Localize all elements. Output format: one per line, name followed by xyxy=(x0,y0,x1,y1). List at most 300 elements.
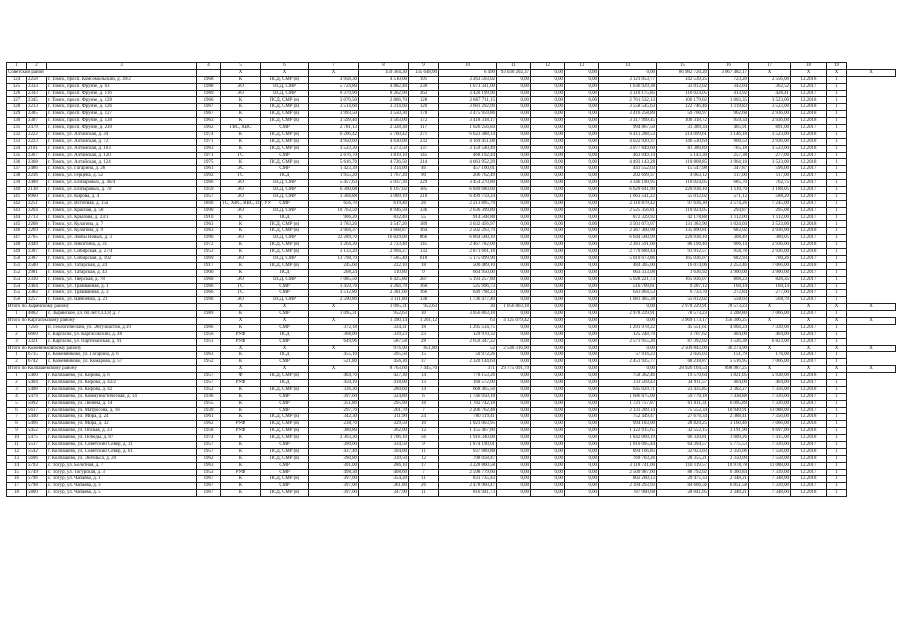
table-cell: ПСД, СМР (в) xyxy=(261,262,309,269)
table-cell: РУФ xyxy=(221,428,261,435)
table-cell: 12.2017 xyxy=(791,180,827,187)
table-cell: 2 356,06 xyxy=(709,448,749,455)
table-cell: 12.2017 xyxy=(791,311,827,318)
table-cell: X xyxy=(749,345,791,352)
table-cell: 0,00 xyxy=(497,173,531,180)
table-cell: СМР xyxy=(261,166,309,173)
table-cell: 362,52 xyxy=(749,83,791,90)
table-cell: 0,00 xyxy=(531,221,565,228)
table-cell: СМР xyxy=(261,324,309,331)
table-cell: 0,00 xyxy=(565,69,599,76)
table-row xyxy=(7,476,896,483)
table-cell: 120 xyxy=(409,104,439,111)
table-cell: 6 360,84 xyxy=(709,469,749,476)
table-cell: 133 xyxy=(7,138,27,145)
table-cell: 1990 xyxy=(197,207,221,214)
table-cell: г. Томск, ул. Трамвайная, д. 3 xyxy=(47,290,197,297)
table-cell: 26 xyxy=(409,200,439,207)
table-cell: 3 159 540,49 xyxy=(439,145,497,152)
table-cell: 1 146,18 xyxy=(709,131,749,138)
table-cell: 2343 xyxy=(27,90,47,97)
table-cell: ПСД, СМР xyxy=(261,180,309,187)
table-cell: 295,08 xyxy=(749,207,791,214)
table-cell: ПСД, СМР (в) xyxy=(261,490,309,497)
table-cell: 0,00 xyxy=(497,490,531,497)
table-row xyxy=(7,159,896,166)
table-cell: ПСД, СМР xyxy=(261,207,309,214)
table-cell: 11 088,00 xyxy=(749,462,791,469)
table-cell: 24 xyxy=(409,414,439,421)
table-cell: 28 041,05 xyxy=(657,490,709,497)
table-cell: СМР xyxy=(261,200,309,207)
table-cell: СМР xyxy=(261,400,309,407)
table-cell: 994 867,50 xyxy=(599,125,657,132)
table-cell: 2464 xyxy=(27,283,47,290)
table-cell: 125 248,70 xyxy=(599,331,657,338)
table-cell: ПСД, СМР xyxy=(261,193,309,200)
table-cell: 0,00 xyxy=(565,118,599,125)
table-cell: ГС xyxy=(221,152,261,159)
table-row xyxy=(7,249,896,256)
table-cell: 1 119,83 xyxy=(709,104,749,111)
table-cell: 1 xyxy=(827,283,847,290)
table-cell: 3 416 258,89 xyxy=(599,111,657,118)
table-cell: 136 xyxy=(7,159,27,166)
table-row xyxy=(7,173,896,180)
table-cell: 12.2018 xyxy=(791,104,827,111)
column-number-cell: 14 xyxy=(599,63,657,70)
column-number-cell: 4 xyxy=(197,63,221,70)
table-cell: 0,00 xyxy=(531,345,565,352)
table-cell: 3 574,26 xyxy=(709,200,749,207)
table-cell: 1963 xyxy=(197,221,221,228)
table-cell: 30 xyxy=(439,304,497,311)
table-cell: с. Кожевниково, ул. Гагарина, д. 6 xyxy=(47,352,197,359)
table-cell: 106 179,02 xyxy=(657,97,709,104)
table-cell: 149 xyxy=(7,249,27,256)
table-cell: 958,78 xyxy=(709,249,749,256)
table-cell: 1 023 003,95 xyxy=(439,421,497,428)
table-cell: 0,00 xyxy=(497,448,531,455)
table-row xyxy=(7,207,896,214)
table-cell: 0,00 xyxy=(531,448,565,455)
table-cell: 1 110,70 xyxy=(709,187,749,194)
table-cell: РУФ xyxy=(221,331,261,338)
table-cell: г. Томск, ул. Елизаровых, д. 70 xyxy=(47,187,197,194)
table-cell: 2 206 762,48 xyxy=(439,407,497,414)
table-cell: 3 523,00 xyxy=(749,97,791,104)
table-cell: 7 356,00 xyxy=(749,386,791,393)
table-cell: 5400 xyxy=(27,373,47,380)
table-cell: 0,00 xyxy=(531,400,565,407)
table-cell: 2 509 842,00 xyxy=(657,345,709,352)
table-row xyxy=(7,145,896,152)
table-row xyxy=(7,400,896,407)
table-cell: 0,00 xyxy=(531,104,565,111)
table-cell: 1 xyxy=(827,166,847,173)
table-cell: 0,00 xyxy=(599,304,657,311)
table-cell: 97 636,30 xyxy=(657,200,709,207)
table-cell: 17 xyxy=(409,462,439,469)
table-cell: X xyxy=(791,317,827,324)
table-cell: 68 218,87 xyxy=(657,359,709,366)
table-cell: 0,00 xyxy=(497,455,531,462)
table-cell: 7 558,00 xyxy=(749,455,791,462)
table-cell: 4 958,30 xyxy=(309,76,359,83)
table-cell: 1 026 256,84 xyxy=(439,125,497,132)
table-row xyxy=(7,269,896,276)
table-cell: 0,00 xyxy=(565,476,599,483)
table-cell: 189 xyxy=(409,221,439,228)
table-cell: 664 950,00 xyxy=(439,269,497,276)
table-cell: 450,10 xyxy=(309,379,359,386)
table-cell: 165 036,07 xyxy=(657,276,709,283)
table-cell: 117 xyxy=(409,125,439,132)
table-cell: X xyxy=(749,366,791,373)
table-cell: г. Томск, просп. Фрунзе, д. 127 xyxy=(47,111,197,118)
table-cell: 90 xyxy=(409,173,439,180)
table-cell: ПСД, СМР xyxy=(261,255,309,262)
table-cell: 4 125 079,42 xyxy=(497,317,531,324)
table-cell: 2258 xyxy=(27,76,47,83)
table-cell: 12.2017 xyxy=(791,83,827,90)
table-cell: г. Томск, ул. Татарская, д. 24 xyxy=(47,262,197,269)
table-cell: К xyxy=(221,249,261,256)
table-cell: 0,00 xyxy=(531,407,565,414)
table-cell: К xyxy=(221,269,261,276)
table-cell: 12.2017 xyxy=(791,331,827,338)
table-cell: 12.2017 xyxy=(791,90,827,97)
table-cell: 0,00 xyxy=(497,476,531,483)
table-cell: 0,00 xyxy=(497,297,531,304)
table-cell: СМР xyxy=(261,125,309,132)
table-cell: 12.2018 xyxy=(791,111,827,118)
table-cell: 137 xyxy=(7,166,27,173)
table-cell: 587,58 xyxy=(359,338,409,345)
table-cell: 164 xyxy=(409,228,439,235)
table-cell: 12.2018 xyxy=(791,373,827,380)
table-cell: 798 058,47 xyxy=(439,455,497,462)
table-cell: 12.2017 xyxy=(791,359,827,366)
table-cell: 0,00 xyxy=(565,187,599,194)
table-cell: 2 394 293,93 xyxy=(599,483,657,490)
table-cell: 287 xyxy=(409,276,439,283)
table-cell: ТС, ХВС, ВВС, ПУ, УУ xyxy=(222,200,271,206)
table-cell: X xyxy=(847,69,896,76)
table-cell: 2223 xyxy=(27,138,47,145)
table-cell: ПСД, СМР (в) xyxy=(261,221,309,228)
table-cell: 28 926 104,54 xyxy=(657,366,709,373)
table-cell: 342,04 xyxy=(709,83,749,90)
table-cell: 7 xyxy=(409,469,439,476)
table-cell: 1967 xyxy=(197,490,221,497)
table-cell: 0,00 xyxy=(565,469,599,476)
table-cell: 1800 xyxy=(197,200,221,207)
table-cell: 12.2017 xyxy=(791,235,827,242)
table-cell: 110 024,05 xyxy=(657,180,709,187)
table-cell: 1 673 341,00 xyxy=(439,83,497,90)
table-cell: 339,23 xyxy=(359,331,409,338)
table-cell: 7 339,00 xyxy=(749,393,791,400)
table-cell: 558,03 xyxy=(709,297,749,304)
table-cell: 13 xyxy=(7,455,27,462)
table-cell: 124 xyxy=(7,76,27,83)
table-cell: 0,00 xyxy=(565,324,599,331)
table-cell: 0,00 xyxy=(531,324,565,331)
table-cell: 0,00 xyxy=(599,317,657,324)
table-cell: 1 122 915,65 xyxy=(599,428,657,435)
table-cell: 1 xyxy=(827,483,847,490)
table-cell: 1 xyxy=(827,249,847,256)
table-cell: 894 166,85 xyxy=(599,448,657,455)
table-cell: 0,00 xyxy=(497,193,531,200)
table-cell: 7 339,00 xyxy=(749,441,791,448)
table-cell: 12.2017 xyxy=(791,187,827,194)
table-cell: 57 916,23 xyxy=(599,352,657,359)
table-cell: 3 563,00 xyxy=(359,118,409,125)
table-cell: 126 xyxy=(7,90,27,97)
table-cell: 832,40 xyxy=(359,214,409,221)
table-cell: с. Тогур, ул. Чапаева, д. 3 xyxy=(47,483,197,490)
table-cell: 11 xyxy=(7,441,27,448)
table-cell: X xyxy=(309,345,359,352)
table-cell: ПСД, СМР (в) xyxy=(261,455,309,462)
table-cell: 138 xyxy=(409,297,439,304)
table-cell: г. Колпашево, ул. Кирова, д. 6 xyxy=(47,373,197,380)
table-cell: 12.2017 xyxy=(791,352,827,359)
column-number-cell: 10 xyxy=(439,63,497,70)
table-cell: 33 012,02 xyxy=(657,83,709,90)
table-cell: 394,00 xyxy=(359,448,409,455)
table-cell: 3 558 545,63 xyxy=(599,104,657,111)
table-cell: 976,90 xyxy=(359,345,409,352)
table-cell: ПСД, СМР (в) xyxy=(261,104,309,111)
table-cell: X xyxy=(221,69,261,76)
table-cell: 1 xyxy=(827,297,847,304)
table-cell: 229 xyxy=(409,180,439,187)
table-cell: 4862 xyxy=(27,311,47,318)
table-cell: 1 xyxy=(827,159,847,166)
table-cell: ПСД, СМР (в) xyxy=(261,228,309,235)
table-cell: 1 767,20 xyxy=(359,173,409,180)
table-cell: 521,80 xyxy=(309,359,359,366)
table-cell: 371 xyxy=(439,366,497,373)
table-cell: 0,00 xyxy=(531,187,565,194)
table-cell: 0,00 xyxy=(531,462,565,469)
table-row xyxy=(7,152,896,159)
table-cell: 906,14 xyxy=(709,242,749,249)
table-cell: 5749 xyxy=(27,469,47,476)
table-cell: 1 xyxy=(827,180,847,187)
table-cell: 12.2017 xyxy=(791,407,827,414)
table-cell: 1989 xyxy=(197,311,221,318)
table-cell: 12 xyxy=(409,428,439,435)
table-cell: 30 274,90 xyxy=(709,345,749,352)
table-cell: 6 xyxy=(7,407,27,414)
table-cell: 1962 xyxy=(197,125,221,132)
table-cell: 3 707,62 xyxy=(657,331,709,338)
table-cell: 5 143,30 xyxy=(657,152,709,159)
table-cell: 3 160,46 xyxy=(709,421,749,428)
table-cell: 2 363,30 xyxy=(309,435,359,442)
table-cell: 1 xyxy=(827,90,847,97)
table-cell: 17 xyxy=(7,483,27,490)
table-cell: 1961 xyxy=(197,166,221,173)
table-cell: 0,00 xyxy=(531,331,565,338)
table-cell: 1 xyxy=(827,228,847,235)
table-cell: 6 849 680,60 xyxy=(439,187,497,194)
table-cell: г. Колпашево, ул. Мира, д. 32 xyxy=(47,421,197,428)
table-cell: 12.2017 xyxy=(791,324,827,331)
table-cell: 649 798,23 xyxy=(439,290,497,297)
table-cell: 413,92 xyxy=(709,90,749,97)
table-cell: 3 523,00 xyxy=(749,221,791,228)
table-cell: 2345 xyxy=(27,97,47,104)
table-cell: 0,00 xyxy=(497,145,531,152)
table-cell: 5 616,70 xyxy=(309,159,359,166)
table-cell: 56 xyxy=(409,435,439,442)
table-cell: 7 066,00 xyxy=(749,421,791,428)
table-cell: 0,00 xyxy=(497,283,531,290)
table-cell: 16 074,06 xyxy=(657,262,709,269)
table-cell: 641 064,53 xyxy=(599,290,657,297)
table-cell: 5452 xyxy=(27,428,47,435)
table-cell: 0,00 xyxy=(497,262,531,269)
table-cell: 1966 xyxy=(197,290,221,297)
table-cell: К xyxy=(221,441,261,448)
table-cell: 1 xyxy=(827,138,847,145)
table-cell: 816 941,73 xyxy=(439,490,497,497)
table-cell: 7 348,00 xyxy=(749,476,791,483)
table-cell: 2 598 779,60 xyxy=(439,469,497,476)
table-cell: 86 982 720,20 xyxy=(657,69,709,76)
subtotal-label: Советский район xyxy=(7,69,197,76)
table-cell: 1 261,12 xyxy=(409,317,439,324)
table-cell: 0,00 xyxy=(497,276,531,283)
table-cell: 2 467 782,00 xyxy=(439,242,497,249)
table-cell: К xyxy=(221,483,261,490)
table-cell: 2333 xyxy=(27,83,47,90)
table-cell: г. Колпашево, ул. Советский Север, д. 61 xyxy=(47,448,197,455)
table-cell: 66 330,81 xyxy=(657,435,709,442)
table-cell: 9 379,90 xyxy=(309,90,359,97)
table-cell: 1 xyxy=(827,359,847,366)
table-cell: 2 348,21 xyxy=(709,476,749,483)
table-cell: 397,00 xyxy=(309,483,359,490)
table-cell: 0,00 xyxy=(565,200,599,207)
table-cell: 5696 xyxy=(27,455,47,462)
table-row xyxy=(7,276,896,283)
column-number-row xyxy=(7,63,896,70)
table-cell: 152 xyxy=(7,269,27,276)
table-cell: 1963 xyxy=(197,462,221,469)
table-cell: 0,00 xyxy=(497,138,531,145)
table-cell: 3 314,60 xyxy=(359,104,409,111)
table-cell: 0,00 xyxy=(497,428,531,435)
table-cell: 4 950,60 xyxy=(309,138,359,145)
table-cell: 334,50 xyxy=(359,441,409,448)
table-cell: СМР xyxy=(261,283,309,290)
table-cell: 2 540 316,90 xyxy=(497,345,531,352)
table-cell: г. Томск, просп. Фрунзе, д. 126 xyxy=(47,104,197,111)
table-cell: 135 xyxy=(7,152,27,159)
table-cell: 0,00 xyxy=(497,166,531,173)
table-row xyxy=(7,421,896,428)
table-cell: 63 xyxy=(439,317,497,324)
table-row xyxy=(7,435,896,442)
table-cell: 12.2018 xyxy=(791,414,827,421)
table-cell: 0,00 xyxy=(565,407,599,414)
table-cell: 10 940,91 xyxy=(709,407,749,414)
table-cell: г. Колпашево, ул. Матросова, д. 18 xyxy=(47,407,197,414)
table-cell: 0,00 xyxy=(565,255,599,262)
table-cell: 2 994,27 xyxy=(359,249,409,256)
table-cell: 88 792,02 xyxy=(657,469,709,476)
table-cell: г. Томск, ул. Кирова, д. 4 xyxy=(47,193,197,200)
table-row xyxy=(7,125,896,132)
table-cell: 1 736 477,40 xyxy=(439,297,497,304)
table-cell: 787 900,68 xyxy=(599,490,657,497)
table-cell: 2 866,70 xyxy=(359,97,409,104)
table-cell: 7 066,00 xyxy=(749,262,791,269)
table-cell: 2307 xyxy=(27,249,47,256)
table-cell: 334,31 xyxy=(359,324,409,331)
table-cell: 1 782 742,18 xyxy=(439,400,497,407)
table-cell: 9 xyxy=(7,428,27,435)
table-cell: 2264 xyxy=(27,207,47,214)
table-cell: 12.2018 xyxy=(791,145,827,152)
table-cell: 28 820,25 xyxy=(657,421,709,428)
table-row xyxy=(7,193,896,200)
table-cell: 1966 xyxy=(197,180,221,187)
table-cell: 0,00 xyxy=(565,159,599,166)
table-cell: 6 623 388,14 xyxy=(439,131,497,138)
table-cell: X xyxy=(791,345,827,352)
table-cell: 898 987,25 xyxy=(709,366,749,373)
table-cell: 208,24 xyxy=(309,269,359,276)
table-cell: 0,00 xyxy=(531,414,565,421)
table-cell: 2 382,27 xyxy=(709,386,749,393)
table-cell: 7 066,00 xyxy=(749,359,791,366)
table-cell: 12.2018 xyxy=(791,490,827,497)
table-cell: 1974 xyxy=(197,131,221,138)
table-cell: 1957 xyxy=(197,373,221,380)
table-cell: 1 xyxy=(827,490,847,497)
table-cell: 9 xyxy=(409,441,439,448)
table-cell: 12 xyxy=(7,448,27,455)
table-cell: 1 xyxy=(827,393,847,400)
table-row xyxy=(7,131,896,138)
table-cell: г. Томск, ул. Алтайская, д. 120 xyxy=(47,152,197,159)
table-cell: 5617 xyxy=(27,407,47,414)
subtotal-row xyxy=(7,366,896,373)
table-cell: 525 996,73 xyxy=(439,283,497,290)
table-cell: 0,00 xyxy=(497,338,531,345)
table-cell: 0,00 xyxy=(531,269,565,276)
table-cell: 117,00 xyxy=(709,173,749,180)
table-row xyxy=(7,359,896,366)
table-cell: 166 xyxy=(409,290,439,297)
table-row xyxy=(7,104,896,111)
table-cell: К xyxy=(221,228,261,235)
table-cell: 2 936,00 xyxy=(749,138,791,145)
table-cell: 336 xyxy=(409,207,439,214)
table-cell: 2138 xyxy=(27,187,47,194)
table-cell: 140 xyxy=(7,187,27,194)
table-cell: 1 xyxy=(827,386,847,393)
table-cell: 2 328,30 xyxy=(359,125,409,132)
table-cell: 397,00 xyxy=(309,490,359,497)
